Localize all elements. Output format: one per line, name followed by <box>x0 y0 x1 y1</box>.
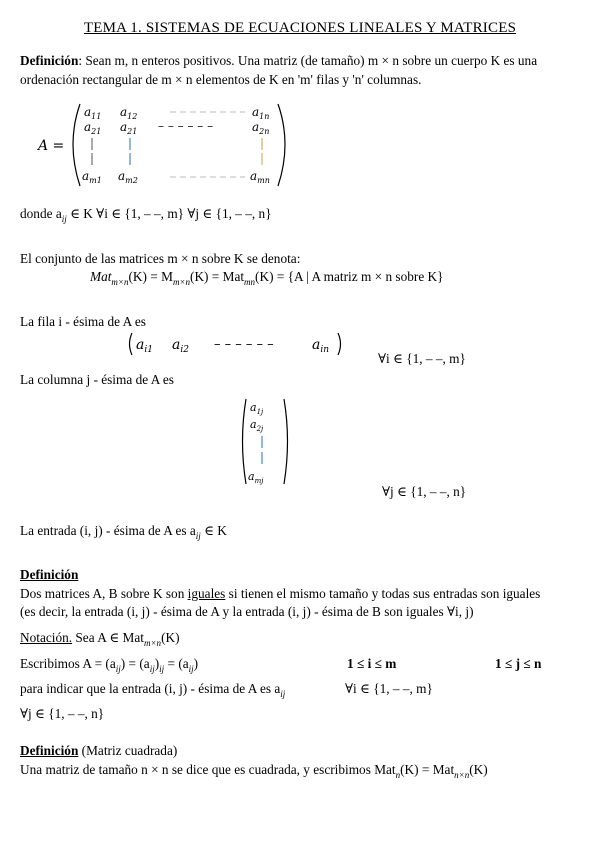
definition-3-line1: Una matriz de tamaño n × n se dice que es cuadrada, y escribimos Mat$_n$(K) = Mat$_{n\times n}$(K) <box>20 762 488 780</box>
page-title: TEMA 1. SISTEMAS DE ECUACIONES LINEALES Y MATRICES <box>83 20 517 36</box>
column-vector <box>238 396 298 488</box>
svg-text:a1n: $a_{1n}$ <box>252 105 270 121</box>
svg-text:a11: $a_{11}$ <box>84 105 102 121</box>
svg-text:am2: $a_{m2}$ <box>118 169 138 185</box>
svg-text:ai1: $a_{i1}$ <box>136 337 153 355</box>
fila-forall: ∀i ∈ {1, – –, m} <box>378 351 466 366</box>
matrix-a-row2 <box>84 119 269 136</box>
fila-line: La fila i - ésima de A es <box>20 314 146 329</box>
indicar-forall-i: ∀i ∈ {1, – –, m} <box>345 681 433 696</box>
conjunto-line1: El conjunto de las matrices m × n sobre K se denota: <box>20 251 301 266</box>
escribimos-line: Escribimos $A = (a_{ij}) = (a_{ij})_{ij} = (a_{ij})$ <box>20 656 199 674</box>
definition-text: : Sean m, n enteros positivos. Una matriz (de tamaño) m × n sobre un cuerpo K es una <box>78 53 538 68</box>
svg-text:– – – – – –: – – – – – – <box>158 119 214 133</box>
definition-2-line1: Dos matrices A, B sobre K son iguales si tienen el mismo tamaño y todas sus entradas son iguales <box>20 586 541 601</box>
definition-2-label: Definición <box>20 567 79 582</box>
svg-text:amj: $a_{mj}$ <box>248 470 264 485</box>
definition-3-label-line: Definición (Matriz cuadrada) <box>20 743 178 758</box>
matrix-a <box>20 100 320 190</box>
definition-2-line2: (es decir, la entrada (i, j) - ésima de A y la entrada (i, j) - ésima de B son iguales ∀i, j) <box>20 604 474 619</box>
svg-text:a12: $a_{12}$ <box>120 105 138 121</box>
svg-text:a2n: $a_{2n}$ <box>252 120 270 136</box>
matrix-a-rowm <box>82 169 270 185</box>
svg-text:a2j: $a_{2j}$ <box>250 418 264 433</box>
definition-label: Definición <box>20 53 79 68</box>
entrada-line: La entrada (i, j) - ésima de A es $a_{ij}$ ∈ K <box>20 523 227 541</box>
columna-line: La columna j - ésima de A es <box>20 372 174 387</box>
svg-text:a21: $a_{21}$ <box>120 120 138 136</box>
columna-forall: ∀j ∈ {1, – –, n} <box>382 484 467 499</box>
donde-line: donde $a_{ij}$ ∈ K ∀i ∈ {1, – –, m} ∀j ∈ {1, – –, n} <box>20 206 272 224</box>
svg-text:ai2: $a_{i2}$ <box>172 337 189 355</box>
matrix-a-lhs: A = <box>38 138 65 154</box>
svg-text:am1: $a_{m1}$ <box>82 169 102 185</box>
row-vector <box>122 330 362 360</box>
definition-1-line2: ordenación rectangular de m × n elementos de K en 'm' filas y 'n' columnas. <box>20 72 422 87</box>
svg-text:amn: $a_{mn}$ <box>250 169 270 185</box>
svg-text:ain: $a_{in}$ <box>312 337 330 355</box>
svg-text:– – – – – –: – – – – – – <box>214 337 274 352</box>
svg-text:a21: $a_{21}$ <box>84 120 102 136</box>
conjunto-formula: $Mat_{m\times n}(K) = M_{m\times n}(K) = Mat_{mn}(K) = \{A$ | A matriz m × n sobre K} <box>90 269 444 287</box>
escribimos-cond-i: 1 ≤ i ≤ m <box>347 656 397 671</box>
indicar-line: para indicar que la entrada (i, j) - ésima de A es $a_{ij}$ <box>20 681 286 699</box>
definition-1-line1 <box>20 52 537 69</box>
indicar-forall-j: ∀j ∈ {1, – –, n} <box>20 706 105 721</box>
svg-text:a1j: $a_{1j}$ <box>250 401 264 416</box>
notacion-line: Notación. Sea A ∈ Mat$_{m\times n}$(K) <box>20 630 180 648</box>
escribimos-cond-j: 1 ≤ j ≤ n <box>495 656 542 671</box>
